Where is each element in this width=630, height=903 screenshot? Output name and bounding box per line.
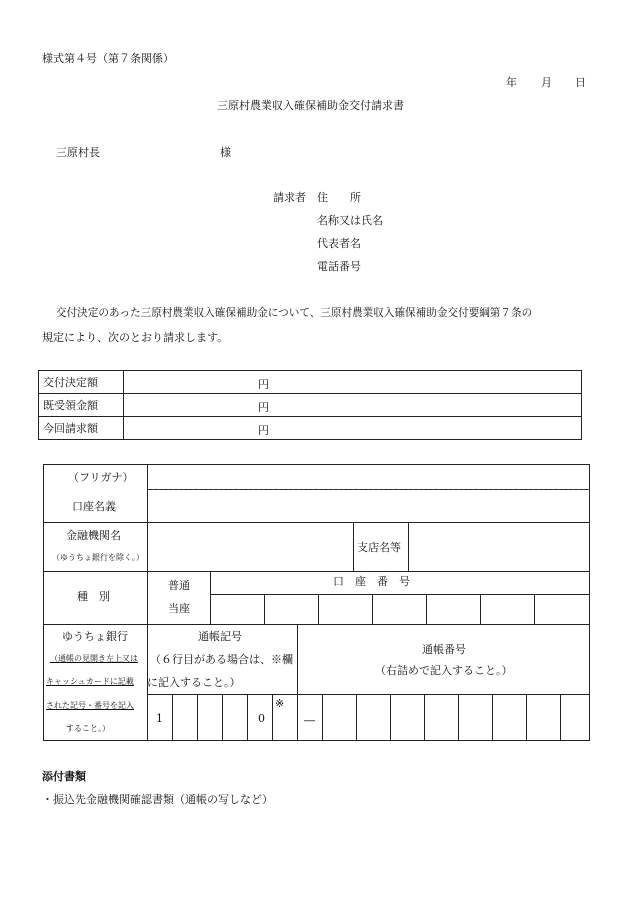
bank-account-table <box>43 464 590 741</box>
amount-label-decided: 交付決定額 <box>39 371 124 394</box>
amount-field-received[interactable] <box>124 394 582 417</box>
divider <box>172 694 173 740</box>
claimant-label: 請求者 <box>273 191 306 204</box>
attachments-item: ・振込先金融機関確認書類（通帳の写しなど） <box>42 793 273 806</box>
yucho-label: ゆうちょ銀行 <box>62 630 128 643</box>
yucho-note-4: すること。） <box>66 724 110 733</box>
furigana-label: （フリガナ） <box>68 471 134 484</box>
branch-label: 支店名等 <box>357 541 401 554</box>
divider <box>210 594 589 595</box>
divider <box>353 522 354 571</box>
divider <box>318 594 319 624</box>
divider <box>147 465 148 740</box>
divider <box>247 694 248 740</box>
divider <box>264 594 265 624</box>
amount-unit: 円 <box>258 401 269 414</box>
institution-note: （ゆうちょ銀行を除く。） <box>52 553 144 562</box>
number-note: （右詰めで記入すること。） <box>375 664 513 677</box>
divider <box>147 694 589 695</box>
divider <box>44 571 589 572</box>
divider <box>210 571 211 624</box>
page-title: 三原村農業収入確保補助金交付請求書 <box>217 99 404 112</box>
divider <box>297 624 298 740</box>
body-text-line1: 交付決定のあった三原村農業収入確保補助金について、三原村農業収入確保補助金交付要綱第７条の <box>56 307 533 319</box>
symbol-note-1: （６行目がある場合は、※欄 <box>150 653 293 666</box>
divider <box>322 694 323 740</box>
divider <box>426 594 427 624</box>
date-year: 年 <box>506 76 517 89</box>
symbol-digit-last: 0 <box>258 712 265 725</box>
table-row <box>39 417 582 440</box>
symbol-label: 通帳記号 <box>198 630 242 643</box>
divider <box>44 522 589 523</box>
yucho-note-1: （通帳の見開き左上又は <box>50 654 138 663</box>
account-name-input[interactable] <box>149 492 589 521</box>
claimant-phone-label: 電話番号 <box>317 260 361 273</box>
divider <box>372 594 373 624</box>
claimant-name-label: 名称又は氏名 <box>317 214 383 227</box>
divider <box>147 489 590 490</box>
type-ordinary-checkbox[interactable]: 普通 <box>168 579 190 592</box>
body-text-line2: 規定により、次のとおり請求します。 <box>42 331 229 344</box>
divider <box>458 694 459 740</box>
amount-field-decided[interactable] <box>124 371 582 394</box>
branch-input[interactable] <box>410 524 589 570</box>
amount-label-received: 既受領金額 <box>39 394 124 417</box>
divider <box>408 522 409 571</box>
account-type-label: 種 別 <box>77 590 110 603</box>
furigana-input[interactable] <box>149 467 589 488</box>
amount-table <box>38 370 582 440</box>
account-number-label: 口 座 番 号 <box>333 575 410 588</box>
amount-label-requested: 今回請求額 <box>39 417 124 440</box>
divider <box>492 694 493 740</box>
divider <box>44 624 589 625</box>
divider <box>197 694 198 740</box>
divider <box>356 694 357 740</box>
symbol-note-2: に記入すること。） <box>147 676 241 689</box>
institution-input[interactable] <box>149 524 352 570</box>
form-number: 様式第４号（第７条関係） <box>42 52 174 65</box>
account-name-label: 口座名義 <box>72 500 116 513</box>
symbol-digit-first: 1 <box>156 712 163 725</box>
attachments-heading: 添付書類 <box>42 770 86 783</box>
divider <box>390 694 391 740</box>
dash-separator: ― <box>304 714 315 727</box>
divider <box>560 694 561 740</box>
amount-unit: 円 <box>258 378 269 391</box>
note-mark: ※ <box>275 697 285 710</box>
claimant-representative-label: 代表者名 <box>317 237 361 250</box>
yucho-note-3: された記号・番号を記入 <box>46 701 134 710</box>
addressee-honorific: 様 <box>220 146 231 159</box>
divider <box>534 594 535 624</box>
date-month: 月 <box>541 76 552 89</box>
table-row <box>39 394 582 417</box>
amount-field-requested[interactable] <box>124 417 582 440</box>
yucho-note-2: キャッシュカードに記載 <box>46 677 134 686</box>
amount-unit: 円 <box>258 424 269 437</box>
table-row <box>39 371 582 394</box>
type-current-checkbox[interactable]: 当座 <box>168 602 190 615</box>
divider <box>424 694 425 740</box>
divider <box>272 694 273 740</box>
number-label: 通帳番号 <box>422 643 466 656</box>
addressee-name: 三原村長 <box>56 146 100 159</box>
divider <box>480 594 481 624</box>
divider <box>526 694 527 740</box>
institution-label: 金融機関名 <box>66 529 121 542</box>
claimant-address-label: 住 所 <box>317 191 361 204</box>
divider <box>222 694 223 740</box>
date-day: 日 <box>575 76 586 89</box>
